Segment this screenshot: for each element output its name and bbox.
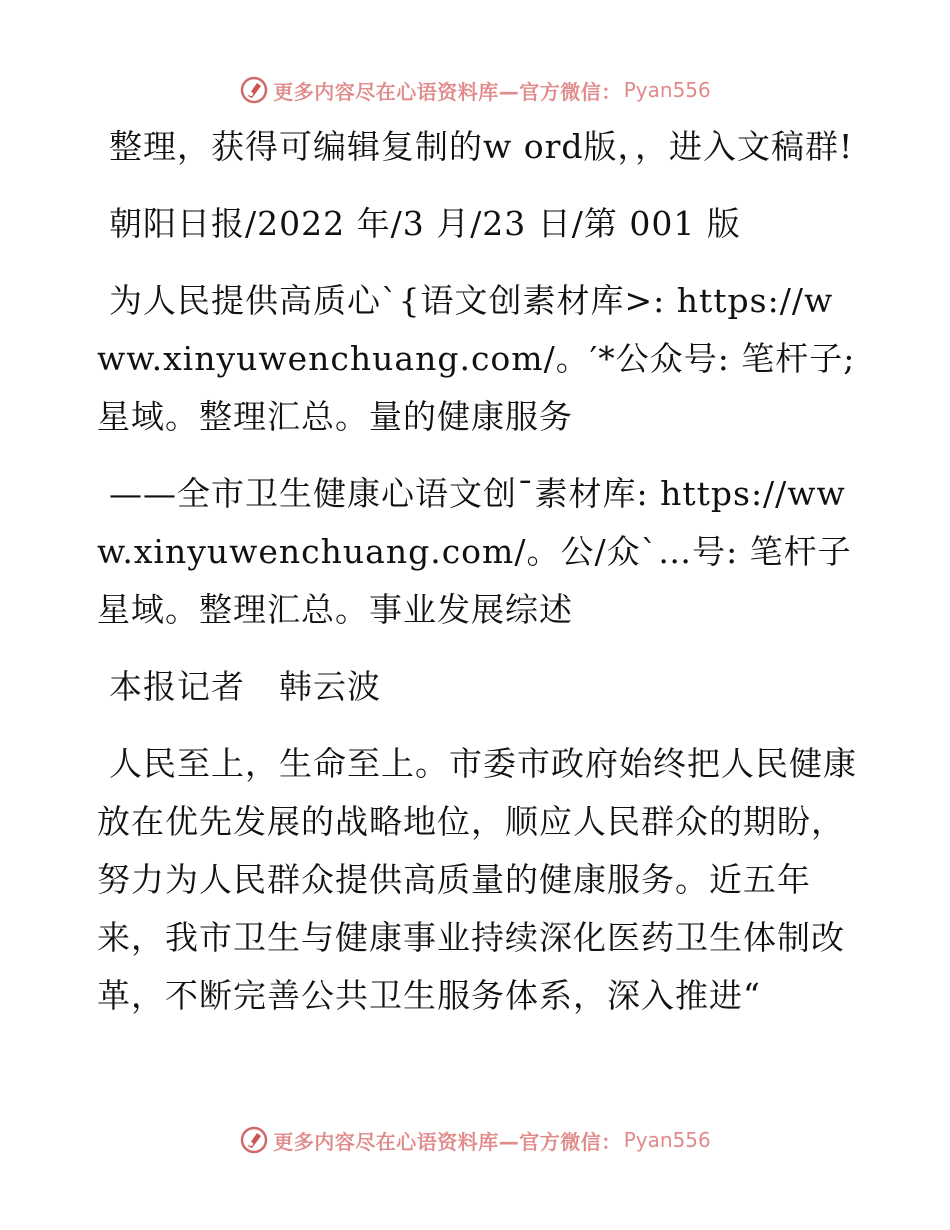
footer-banner — [0, 1120, 950, 1160]
banner-wechat-id: Pyan556 — [623, 78, 711, 102]
publication-line: 朝阳日报/2022 年/3 月/23 日/第 001 版 — [109, 204, 741, 243]
subtitle-line: ——全市卫生健康心语文创¯素材库: https://www.xinyuwenchuang.com/。公/众`…号: 笔杆子星域。整理汇总。事业发展综述 — [97, 474, 852, 629]
banner-text: 更多内容尽在心语资料库—官方微信： — [273, 1129, 622, 1154]
pen-nib-logo-icon — [239, 1125, 269, 1155]
header-banner — [0, 70, 950, 110]
body-paragraph: 人民至上，生命至上。市委市政府始终把人民健康放在优先发展的战略地位，顺应人民群众的期盼，努力为人民群众提供高质量的健康服务。近五年来，我市卫生与健康事业持续深化医药卫生体制改革，不断完善公共卫生服务体系，深入推进“ — [97, 744, 857, 1015]
pen-nib-logo-icon — [239, 75, 269, 105]
document-body — [97, 118, 857, 1044]
title-line: 为人民提供高质心`{语文创素材库>: https://www.xinyuwenchuang.com/。′*公众号: 笔杆子;星域。整理汇总。量的健康服务 — [97, 281, 856, 436]
byline: 本报记者 韩云波 — [109, 667, 381, 706]
intro-paragraph: 整理，获得可编辑复制的w ord版，，进入文稿群! — [109, 127, 854, 166]
banner-text: 更多内容尽在心语资料库—官方微信： — [273, 79, 622, 104]
banner-wechat-id: Pyan556 — [623, 1128, 711, 1152]
